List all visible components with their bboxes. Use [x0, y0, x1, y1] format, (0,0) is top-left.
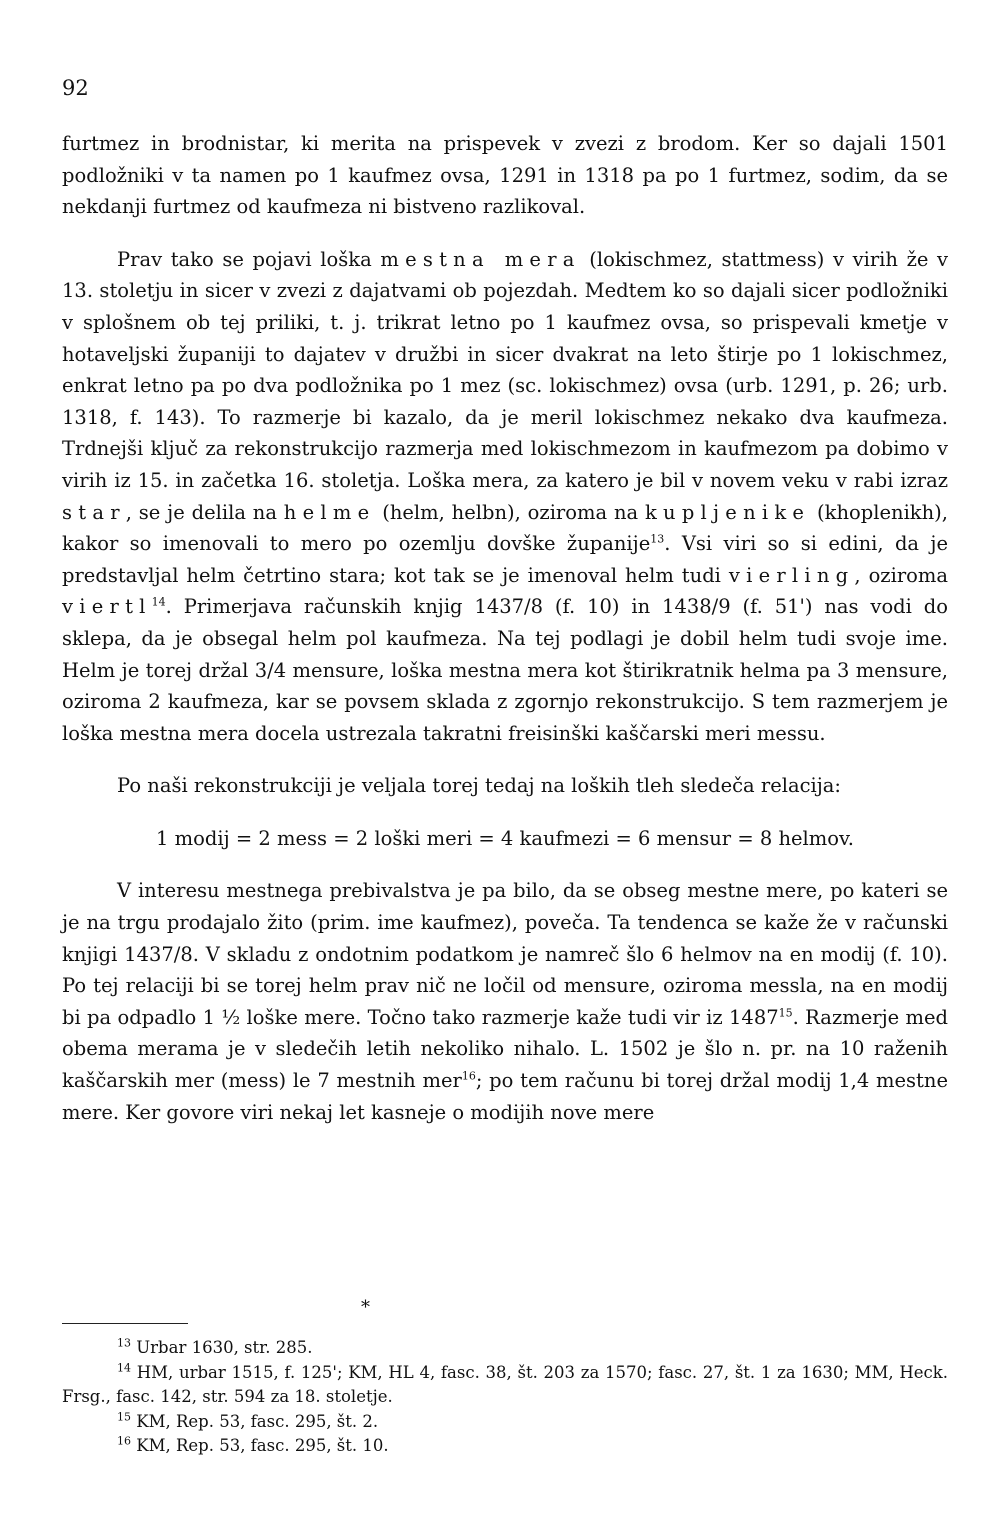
paragraph-text: (lokischmez, stattmess) v virih že v 13. stoletju in sicer v zvezi z dajatvami ob pojezdah. Medtem ko so dajali sicer podložniki v splošnem ob tej priliki, t. j. trikrat letno po 1 kaufmez ovsa, so prispevali kmetje v hotaveljski županiji to dajatev v družbi in sicer dvakrat na leto štirje po 1 lokischmez, enkrat letno pa po dva podložnika po 1 mez (sc. lokischmez) ovsa (urb. 1291, p. 26; urb. 1318, f. 143). To razmerje bi kazalo, da je meril lokischmez nekako dva kaufmeza. Trdnejši ključ za rekonstrukcijo razmerja med lokischmezom in kaufmezom pa dobimo v virih iz 15. in začetka 16. stoletja. Loška mera, za katero je bil v novem veku v rabi izraz: [62, 247, 949, 492]
footnote-ref[interactable]: 16: [461, 1069, 476, 1083]
equation: 1 modij = 2 mess = 2 loški meri = 4 kaufmezi = 6 mensur = 8 helmov.: [156, 826, 854, 850]
footnote-mark: *: [361, 1297, 370, 1318]
footnote-number: 16: [117, 1434, 131, 1448]
paragraph-text: . Razmerje med obema merama je v sledečih letih nekoliko nihalo. L. 1502 je šlo n. pr. na 10 raženih kaščarskih mer (mess) le 7 mestnih mer: [62, 1005, 948, 1093]
spaced-term: viertl: [62, 595, 152, 619]
page-number: 92: [62, 76, 89, 100]
footnote-text: KM, Rep. 53, fasc. 295, št. 2.: [136, 1411, 379, 1431]
footnote-number: 14: [117, 1361, 131, 1374]
spaced-term: kupljenike: [644, 500, 811, 524]
body-text: [62, 128, 948, 1149]
paragraph-1: [62, 128, 948, 223]
footnote-text: Urbar 1630, str. 285.: [136, 1338, 313, 1357]
paragraph-text: ; po tem računu bi torej držal modij 1,4 mestne mere. Ker govore viri nekaj let kasneje o modijih nove mere: [62, 1069, 948, 1124]
footnote-ref[interactable]: 15: [778, 1006, 793, 1020]
spaced-term: vierling: [728, 563, 855, 587]
paragraph-3: [62, 770, 948, 802]
paragraph-text: , se je delila na: [125, 500, 284, 524]
paragraph-text: (helm, helbn), oziroma na: [375, 500, 645, 524]
footnote-number: 15: [117, 1410, 131, 1423]
footnotes: [62, 1336, 948, 1459]
paragraph-text: (khoplenikh), kakor so imenovali to mero po ozemlju dovške županije: [62, 500, 948, 556]
footnote-text: HM, urbar 1515, f. 125'; KM, HL 4, fasc. 38, št. 203 za 1570; fasc. 27, št. 1 za 1630; MM, Heck. Frsg., fasc. 142, str. 594 za 18. stoletje.: [62, 1362, 948, 1406]
footnote-divider: [62, 1323, 188, 1324]
paragraph-text: furtmez in brodnistar, ki merita na prispevek v zvezi z brodom. Ker so dajali 1501 podložniki v ta namen po 1 kaufmez ovsa, 1291 in 1318 pa po 1 furtmez, sodim, da se nekdanji furtmez od kaufmeza ni bistveno razlikoval.: [62, 132, 948, 219]
footnote: [62, 1410, 948, 1435]
footnote: [62, 1361, 948, 1410]
paragraph-text: . Vsi viri so si edini, da je predstavljal helm četrtino stara; kot tak se je imenoval helm tudi: [62, 532, 948, 587]
spaced-term: mestna mera: [380, 247, 581, 271]
spaced-term: star: [62, 500, 126, 524]
footnote-text: KM, Rep. 53, fasc. 295, št. 10.: [136, 1436, 389, 1455]
footnote-ref[interactable]: 13: [650, 532, 665, 546]
paragraph-text: V interesu mestnega prebivalstva je pa bilo, da se obseg mestne mere, po kateri se je na trgu prodajalo žito (prim. ime kaufmez), poveča. Ta tendenca se kaže že v računski knjigi 1437/8. V skladu z ondotnim podatkom je namreč šlo 6 helmov na en modij (f. 10). Po tej relaciji bi se torej helm prav nič ne ločil od mensure, oziroma messla, na en modij bi pa odpadlo 1 ½ loške mere. Točno tako razmerje kaže tudi vir iz 1487: [62, 879, 948, 1029]
paragraph-4: [62, 875, 948, 1128]
footnote: [62, 1434, 948, 1459]
footnote: [62, 1336, 948, 1361]
footnote-number: 13: [117, 1336, 131, 1350]
paragraph-text: , oziroma: [854, 563, 948, 587]
spaced-term: helme: [283, 500, 376, 524]
paragraph-text: Prav tako se pojavi loška: [117, 247, 381, 271]
paragraph-text: Po naši rekonstrukciji je veljala torej tedaj na loških tleh sledeča relacija:: [117, 774, 841, 798]
paragraph-2: [62, 244, 948, 750]
footnote-ref[interactable]: 14: [151, 595, 166, 609]
paragraph-text: . Primerjava računskih knjig 1437/8 (f. 10) in 1438/9 (f. 51') nas vodi do sklepa, da je obsegal helm pol kaufmeza. Na tej podlagi je dobil helm tudi svoje ime. Helm je torej držal 3/4 mensure, loška mestna mera kot štirikratnik helma pa 3 mensure, oziroma 2 kaufmeza, kar se povsem sklada z zgornjo rekonstrukcijo. S tem razmerjem je loška mestna mera docela ustrezala takratni freisinški kaščarski meri messu.: [62, 595, 948, 745]
